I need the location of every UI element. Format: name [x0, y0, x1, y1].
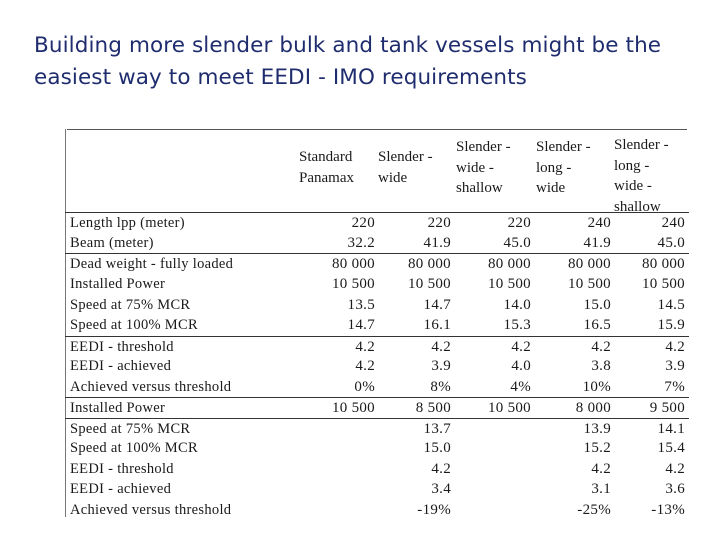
- table-row: [65, 315, 689, 336]
- row-label: Achieved versus threshold: [70, 379, 232, 395]
- column-header-line: long -: [536, 159, 572, 176]
- column-header-line: wide: [536, 180, 566, 196]
- row-label: Length lpp (meter): [70, 215, 185, 231]
- table-cell: 10 500: [567, 276, 611, 292]
- row-label: Installed Power: [70, 276, 166, 292]
- row-label: Speed at 75% MCR: [70, 421, 191, 437]
- table-cell: 15.0: [583, 297, 611, 313]
- column-header: [378, 147, 466, 188]
- row-label: EEDI - threshold: [70, 461, 174, 477]
- table-cell: 15.9: [657, 317, 685, 333]
- column-header-line: Panamax: [299, 169, 354, 186]
- row-label: Achieved versus threshold: [70, 502, 232, 517]
- table-cell: 80 000: [331, 256, 375, 272]
- column-header-line: wide -: [456, 159, 494, 176]
- table-cell: 41.9: [583, 235, 611, 251]
- table-cell: 220: [427, 215, 451, 231]
- column-header-line: Slender -: [378, 149, 433, 165]
- table-cell: 80 000: [487, 256, 531, 272]
- column-header: [299, 147, 387, 188]
- row-label: EEDI - achieved: [70, 358, 172, 374]
- table-cell: 3.6: [665, 481, 685, 497]
- table-cell: 4.2: [665, 461, 685, 477]
- table-cell: 220: [351, 215, 375, 231]
- table-cell: 14.0: [503, 297, 531, 313]
- table-cell: 80 000: [567, 256, 611, 272]
- table-cell: 14.1: [657, 421, 685, 437]
- table-cell: 3.4: [431, 481, 451, 497]
- table-row: [65, 377, 689, 398]
- table-row: [65, 438, 689, 459]
- column-header-line: long -: [614, 157, 650, 174]
- table-row: [65, 212, 689, 234]
- table-cell: 10 500: [331, 276, 375, 292]
- row-label: EEDI - threshold: [70, 339, 174, 355]
- table-cell: 10%: [582, 379, 611, 395]
- table-cell: 41.9: [423, 235, 451, 251]
- table-cell: 9 500: [649, 400, 685, 416]
- column-header-line: shallow: [614, 198, 661, 215]
- table-row: [65, 479, 689, 500]
- row-label: Installed Power: [70, 400, 166, 416]
- table-row: [65, 336, 689, 358]
- row-label: Speed at 75% MCR: [70, 297, 191, 313]
- table-cell: 10 500: [641, 276, 685, 292]
- table-cell: 13.9: [583, 421, 611, 437]
- table-cell: 16.1: [423, 317, 451, 333]
- slide-title: [34, 30, 704, 94]
- table-cell: -13%: [651, 502, 685, 517]
- table-cell: 7%: [664, 379, 685, 395]
- table-cell: -25%: [577, 502, 611, 517]
- table-cell: 3.9: [665, 358, 685, 374]
- row-label: Speed at 100% MCR: [70, 317, 198, 333]
- table-cell: 4.2: [355, 358, 375, 374]
- table-cell: 4.2: [591, 461, 611, 477]
- table-cell: 14.5: [657, 297, 685, 313]
- table-cell: 4.2: [355, 339, 375, 355]
- table-cell: 32.2: [347, 235, 375, 251]
- table-row: [65, 356, 689, 377]
- table-row: [65, 418, 689, 440]
- column-header-line: wide -: [614, 178, 652, 194]
- table-row: [65, 397, 689, 419]
- table-cell: 45.0: [657, 235, 685, 251]
- slide-title-line-1: Building more slender bulk and tank vessels might be the: [34, 33, 662, 58]
- table-cell: 13.5: [347, 297, 375, 313]
- table-cell: 80 000: [641, 256, 685, 272]
- table-cell: 4%: [510, 379, 531, 395]
- table-cell: 10 500: [487, 400, 531, 416]
- table-cell: 3.8: [591, 358, 611, 374]
- column-header: [456, 137, 544, 199]
- slide-title-line-2: easiest way to meet EEDI - IMO requirements: [34, 65, 527, 90]
- column-header: [536, 137, 624, 199]
- column-header-line: Standard: [299, 149, 353, 165]
- table-cell: 80 000: [407, 256, 451, 272]
- table-cell: 220: [507, 215, 531, 231]
- column-header-line: Slender -: [614, 137, 669, 153]
- table-cell: 15.4: [657, 440, 685, 456]
- table-top-rule: [67, 129, 687, 130]
- column-header-line: Slender -: [456, 139, 511, 155]
- table-cell: 16.5: [583, 317, 611, 333]
- table-row: [65, 459, 689, 480]
- table-cell: 3.1: [591, 481, 611, 497]
- table-cell: 4.0: [511, 358, 531, 374]
- row-label: Speed at 100% MCR: [70, 440, 198, 456]
- table-cell: 4.2: [511, 339, 531, 355]
- table-cell: 10 500: [487, 276, 531, 292]
- table-cell: 10 500: [407, 276, 451, 292]
- table-cell: 3.9: [431, 358, 451, 374]
- table-cell: 0%: [354, 379, 375, 395]
- table-cell: 8 500: [415, 400, 451, 416]
- table-cell: 45.0: [503, 235, 531, 251]
- table-cell: 10 500: [331, 400, 375, 416]
- table-cell: 15.0: [423, 440, 451, 456]
- vessel-comparison-table: [65, 129, 689, 517]
- table-cell: 15.2: [583, 440, 611, 456]
- table-cell: 8 000: [575, 400, 611, 416]
- table-row: [65, 500, 689, 517]
- table-cell: 13.7: [423, 421, 451, 437]
- table-cell: 15.3: [503, 317, 531, 333]
- column-header-line: Slender -: [536, 139, 591, 155]
- table-cell: 14.7: [347, 317, 375, 333]
- table-cell: 4.2: [431, 461, 451, 477]
- column-header-line: wide: [378, 169, 408, 186]
- row-label: Beam (meter): [70, 235, 154, 251]
- table-row: [65, 274, 689, 295]
- table-cell: 14.7: [423, 297, 451, 313]
- row-label: Dead weight - fully loaded: [70, 256, 234, 272]
- column-header-line: shallow: [456, 180, 503, 196]
- row-label: EEDI - achieved: [70, 481, 172, 497]
- table-row: [65, 233, 689, 254]
- table-row: [65, 295, 689, 316]
- table-row: [65, 253, 689, 275]
- table-cell: -19%: [417, 502, 451, 517]
- table-cell: 240: [587, 215, 611, 231]
- table-cell: 4.2: [665, 339, 685, 355]
- table-cell: 4.2: [431, 339, 451, 355]
- column-header: [614, 135, 689, 217]
- table-cell: 240: [661, 215, 685, 231]
- table-cell: 8%: [430, 379, 451, 395]
- table-cell: 4.2: [591, 339, 611, 355]
